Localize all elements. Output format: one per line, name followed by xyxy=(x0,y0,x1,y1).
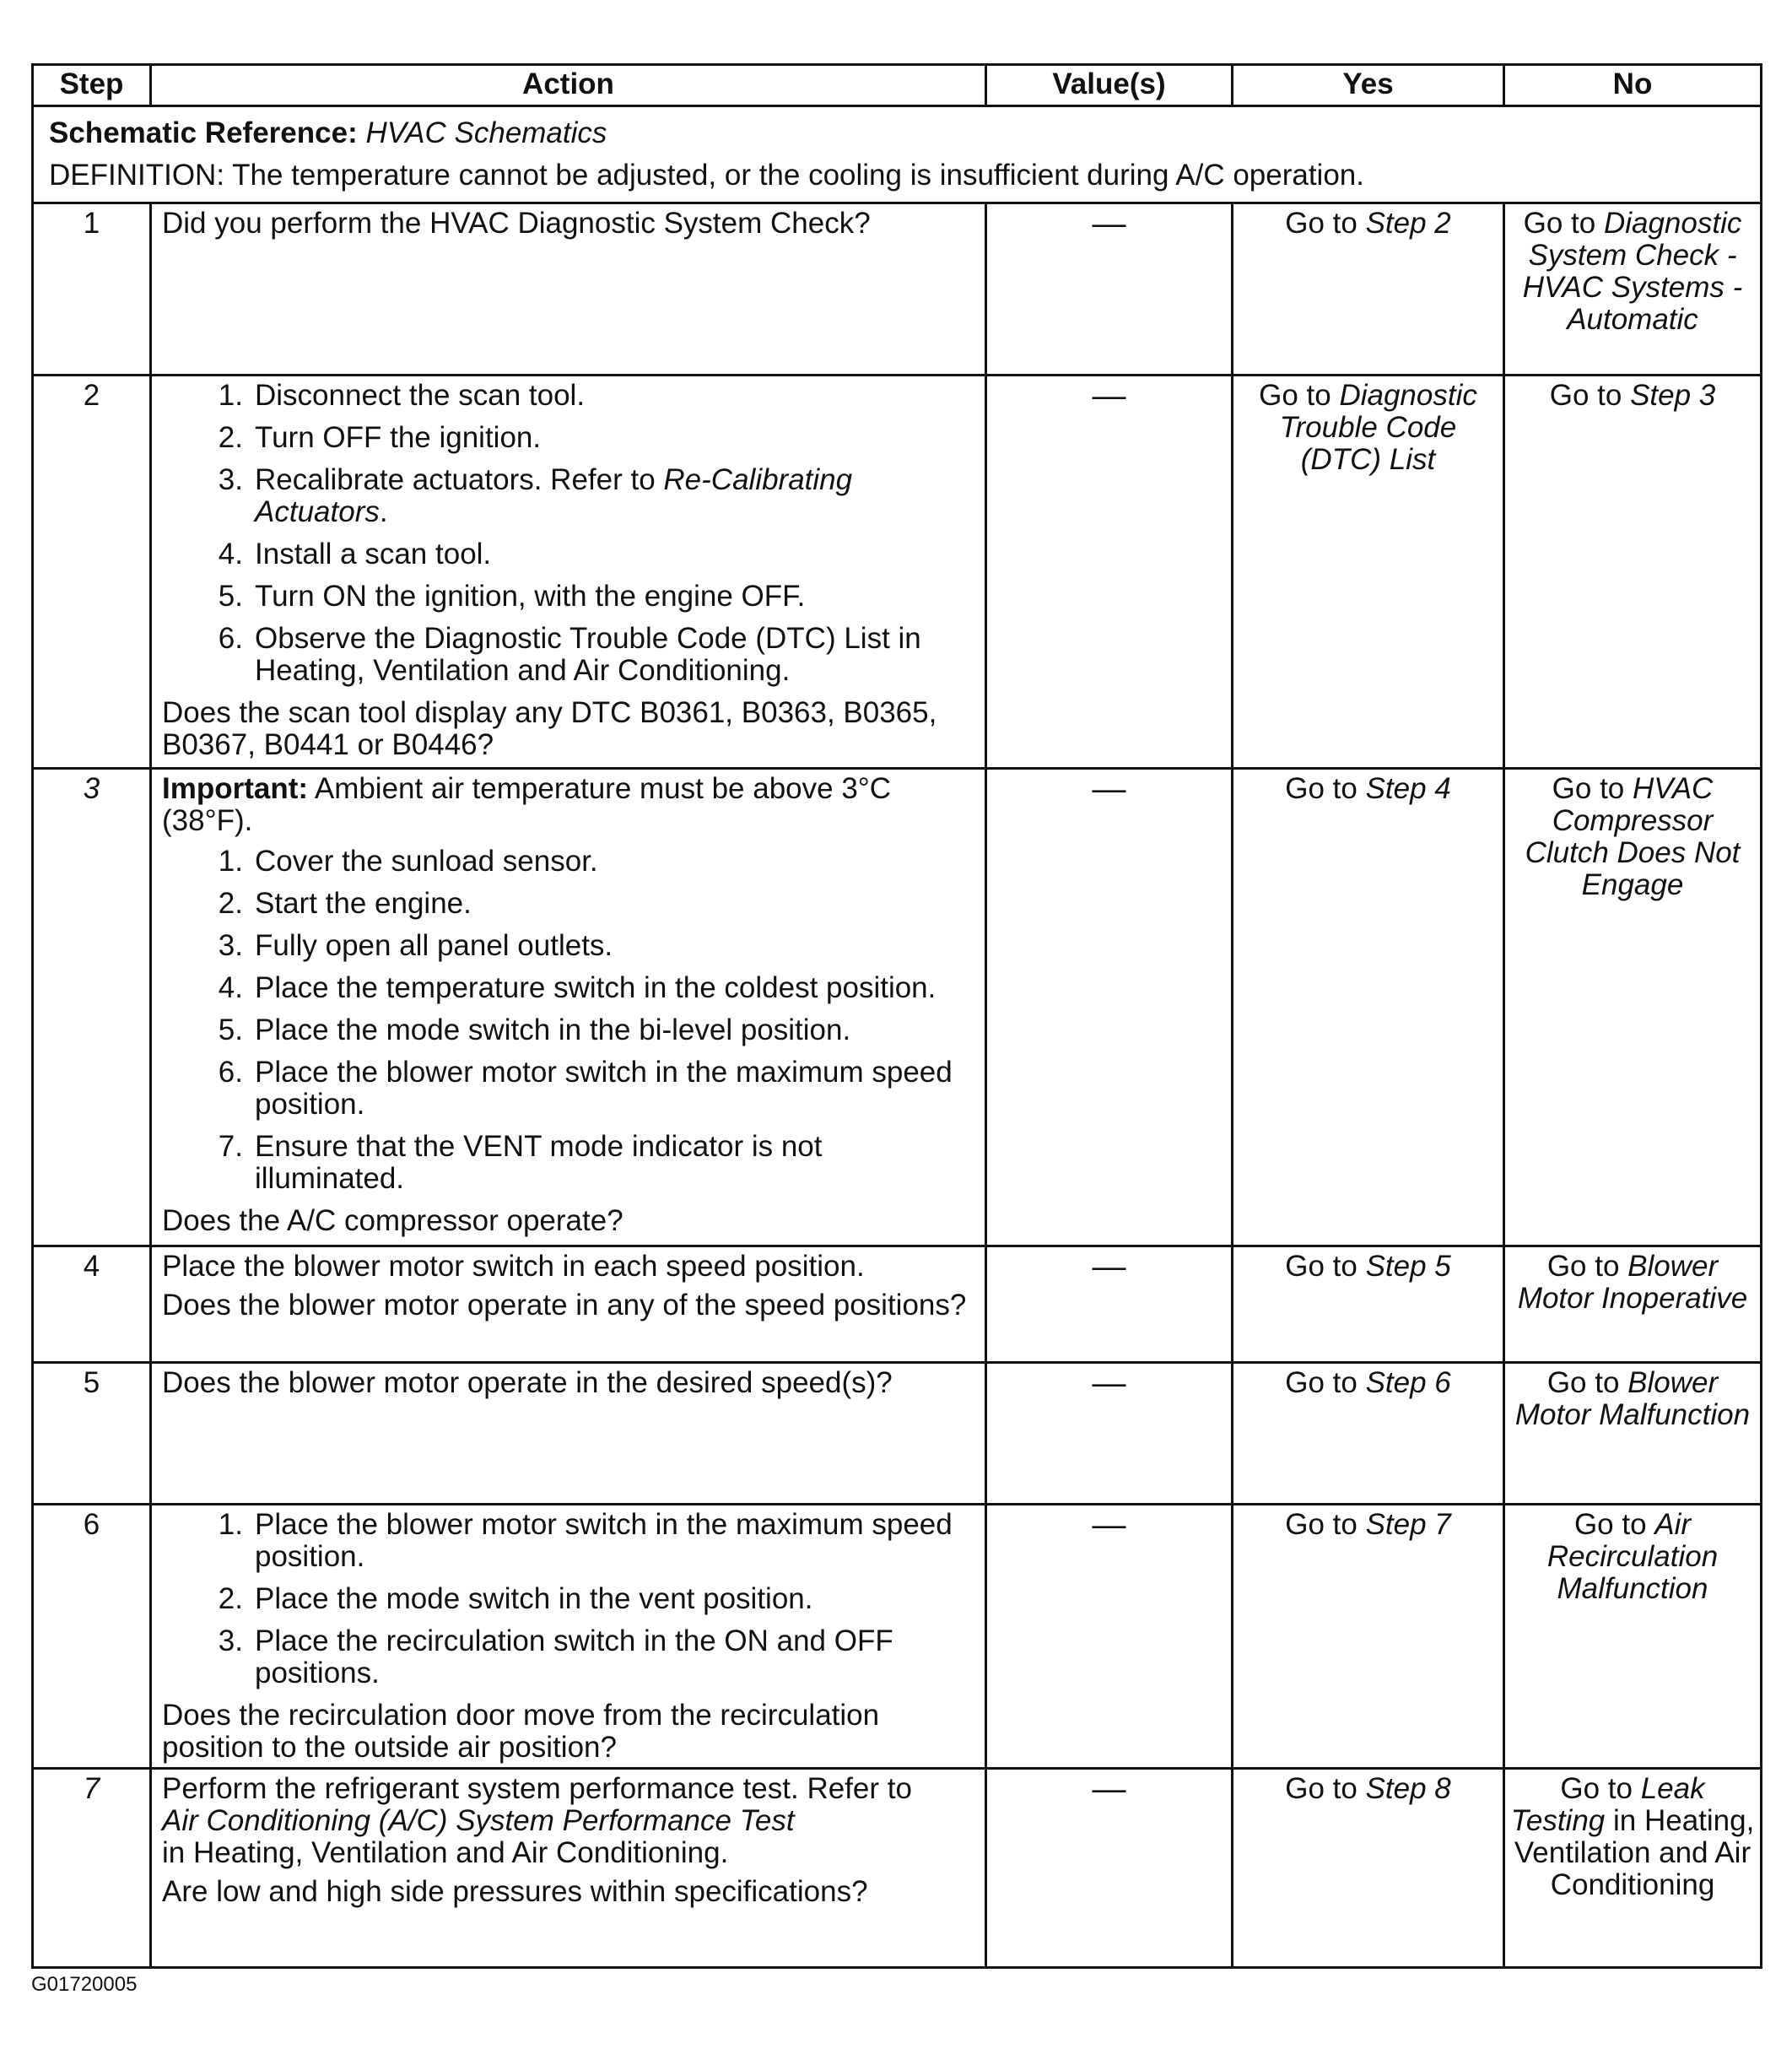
step-number: 1 xyxy=(33,203,151,376)
yes-link[interactable]: Step 6 xyxy=(1365,1366,1451,1399)
yes-cell xyxy=(1233,1246,1504,1363)
value-cell: — xyxy=(986,1505,1233,1769)
action-cell xyxy=(151,1769,986,1968)
yes-cell xyxy=(1233,769,1504,1246)
no-link[interactable]: Step 3 xyxy=(1630,379,1716,412)
yes-cell xyxy=(1233,376,1504,769)
goto-text: Go to xyxy=(1523,207,1596,240)
goto-text: Go to xyxy=(1285,1250,1357,1283)
list-item: 5. Place the mode switch in the bi-level position. xyxy=(218,1013,851,1046)
goto-text: Go to xyxy=(1285,1772,1357,1805)
header-values: Value(s) xyxy=(986,65,1233,106)
list-item: 4. Place the temperature switch in the coldest position. xyxy=(218,971,936,1004)
no-cell xyxy=(1504,203,1762,376)
list-item: 6. Place the blower motor switch in the maximum speed position. xyxy=(218,1056,953,1121)
no-cell xyxy=(1504,1246,1762,1363)
table-row xyxy=(33,1505,1762,1769)
value-cell: — xyxy=(986,376,1233,769)
yes-cell xyxy=(1233,1769,1504,1968)
definition-text: DEFINITION: The temperature cannot be adjusted, or the cooling is insufficient during A/C operation. xyxy=(49,159,1364,192)
goto-text: Go to xyxy=(1560,1772,1633,1805)
goto-text: Go to xyxy=(1285,1508,1357,1541)
no-cell xyxy=(1504,769,1762,1246)
action-cell xyxy=(151,376,986,769)
instruction: Perform the refrigerant system performance test. Refer to Air Conditioning (A/C) System Performance Test in Heating, Ventilation and Air Conditioning. xyxy=(162,1772,912,1869)
value-cell: — xyxy=(986,1363,1233,1505)
goto-text: Go to xyxy=(1549,379,1622,412)
goto-text: Go to xyxy=(1285,207,1357,240)
question: Are low and high side pressures within specifications? xyxy=(162,1875,868,1908)
list-item: 3. Fully open all panel outlets. xyxy=(218,929,613,962)
goto-text: Go to xyxy=(1285,1366,1357,1399)
schematic-link[interactable]: HVAC Schematics xyxy=(365,116,607,149)
performance-test-link[interactable]: Air Conditioning (A/C) System Performance Test xyxy=(162,1804,795,1837)
no-link[interactable]: HVAC Compressor Clutch Does Not Engage xyxy=(1525,772,1741,901)
recalibrate-link[interactable]: Re-Calibrating Actuators xyxy=(255,463,853,528)
table-row xyxy=(33,203,1762,376)
value-cell: — xyxy=(986,1769,1233,1968)
important-note: Important: Ambient air temperature must be above 3°C (38°F). xyxy=(162,772,892,837)
action-cell xyxy=(151,1505,986,1769)
list-item: 2. Start the engine. xyxy=(218,887,472,920)
question: Does the recirculation door move from the recirculation position to the outside air position? xyxy=(162,1699,880,1764)
list-item: 2. Turn OFF the ignition. xyxy=(218,421,542,454)
action-cell xyxy=(151,1363,986,1505)
list-item: 3. Recalibrate actuators. Refer to Re-Calibrating Actuators. xyxy=(218,463,853,528)
step-number: 3 xyxy=(33,769,151,1246)
table-row xyxy=(33,1246,1762,1363)
action-cell xyxy=(151,203,986,376)
instruction: Place the blower motor switch in each speed position. xyxy=(162,1250,865,1283)
no-link[interactable]: Blower Motor Malfunction xyxy=(1514,1366,1751,1431)
question: Does the blower motor operate in the desired speed(s)? xyxy=(162,1366,893,1399)
table-row xyxy=(33,1769,1762,1968)
table-row xyxy=(33,376,1762,769)
goto-text: Go to xyxy=(1285,772,1357,805)
header-action: Action xyxy=(151,65,986,106)
action-steps xyxy=(162,380,974,687)
header-no: No xyxy=(1504,65,1762,106)
action-cell xyxy=(151,1246,986,1363)
schematic-label: Schematic Reference: xyxy=(49,116,358,149)
step-number: 2 xyxy=(33,376,151,769)
table-row xyxy=(33,769,1762,1246)
question: Did you perform the HVAC Diagnostic System Check? xyxy=(162,207,871,240)
no-link[interactable]: Diagnostic System Check - HVAC Systems - Automatic xyxy=(1522,207,1743,336)
diagnostic-table xyxy=(31,63,1762,1969)
step-number: 5 xyxy=(33,1363,151,1505)
yes-cell xyxy=(1233,1363,1504,1505)
value-cell: — xyxy=(986,769,1233,1246)
header-row xyxy=(33,65,1762,106)
no-cell xyxy=(1504,376,1762,769)
yes-link[interactable]: Step 5 xyxy=(1365,1250,1451,1283)
goto-text: Go to xyxy=(1259,379,1331,412)
yes-link[interactable]: Step 8 xyxy=(1365,1772,1451,1805)
list-item: 1. Disconnect the scan tool. xyxy=(218,379,586,412)
goto-text: Go to xyxy=(1552,772,1625,805)
goto-text: Go to xyxy=(1546,1366,1620,1399)
action-steps xyxy=(162,846,974,1195)
schematic-reference xyxy=(49,112,1745,154)
question: Does the scan tool display any DTC B0361, B0363, B0365, B0367, B0441 or B0446? xyxy=(162,696,937,761)
header-step: Step xyxy=(33,65,151,106)
goto-text: Go to xyxy=(1546,1250,1620,1283)
yes-link[interactable]: Step 7 xyxy=(1365,1508,1451,1541)
reference-cell xyxy=(33,106,1762,203)
no-cell xyxy=(1504,1769,1762,1968)
step-number: 6 xyxy=(33,1505,151,1769)
step-number: 7 xyxy=(33,1769,151,1968)
no-link[interactable]: Air Recirculation Malfunction xyxy=(1546,1508,1719,1605)
question: Does the blower motor operate in any of the speed positions? xyxy=(162,1289,967,1322)
list-item: 4. Install a scan tool. xyxy=(218,538,492,570)
table-row xyxy=(33,1363,1762,1505)
list-item: 7. Ensure that the VENT mode indicator is not illuminated. xyxy=(218,1130,823,1195)
list-item: 5. Turn ON the ignition, with the engine OFF. xyxy=(218,580,806,613)
list-item: 6. Observe the Diagnostic Trouble Code (DTC) List in Heating, Ventilation and Air Conditioning. xyxy=(218,622,921,687)
yes-cell xyxy=(1233,1505,1504,1769)
list-item: 1. Place the blower motor switch in the maximum speed position. xyxy=(218,1508,953,1573)
value-cell: — xyxy=(986,203,1233,376)
action-cell xyxy=(151,769,986,1246)
header-yes: Yes xyxy=(1233,65,1504,106)
yes-cell xyxy=(1233,203,1504,376)
yes-link[interactable]: Step 2 xyxy=(1365,207,1451,240)
yes-link[interactable]: Step 4 xyxy=(1365,772,1451,805)
no-cell xyxy=(1504,1363,1762,1505)
figure-id: G01720005 xyxy=(31,1973,138,1996)
step-number: 4 xyxy=(33,1246,151,1363)
action-steps xyxy=(162,1509,974,1689)
value-cell: — xyxy=(986,1246,1233,1363)
diagnostic-table-sheet xyxy=(31,63,1760,1969)
list-item: 2. Place the mode switch in the vent position. xyxy=(218,1582,813,1615)
list-item: 3. Place the recirculation switch in the ON and OFF positions. xyxy=(218,1624,893,1689)
reference-row xyxy=(33,106,1762,203)
list-item: 1. Cover the sunload sensor. xyxy=(218,845,598,878)
no-link[interactable]: Leak Testing xyxy=(1510,1772,1705,1837)
goto-text: Go to xyxy=(1573,1508,1647,1541)
yes-link[interactable]: Diagnostic Trouble Code (DTC) List xyxy=(1279,379,1477,476)
question: Does the A/C compressor operate? xyxy=(162,1204,623,1237)
no-cell xyxy=(1504,1505,1762,1769)
no-suffix: in Heating, Ventilation and Air Conditioning xyxy=(1514,1804,1755,1901)
no-link[interactable]: Blower Motor Inoperative xyxy=(1517,1250,1748,1315)
